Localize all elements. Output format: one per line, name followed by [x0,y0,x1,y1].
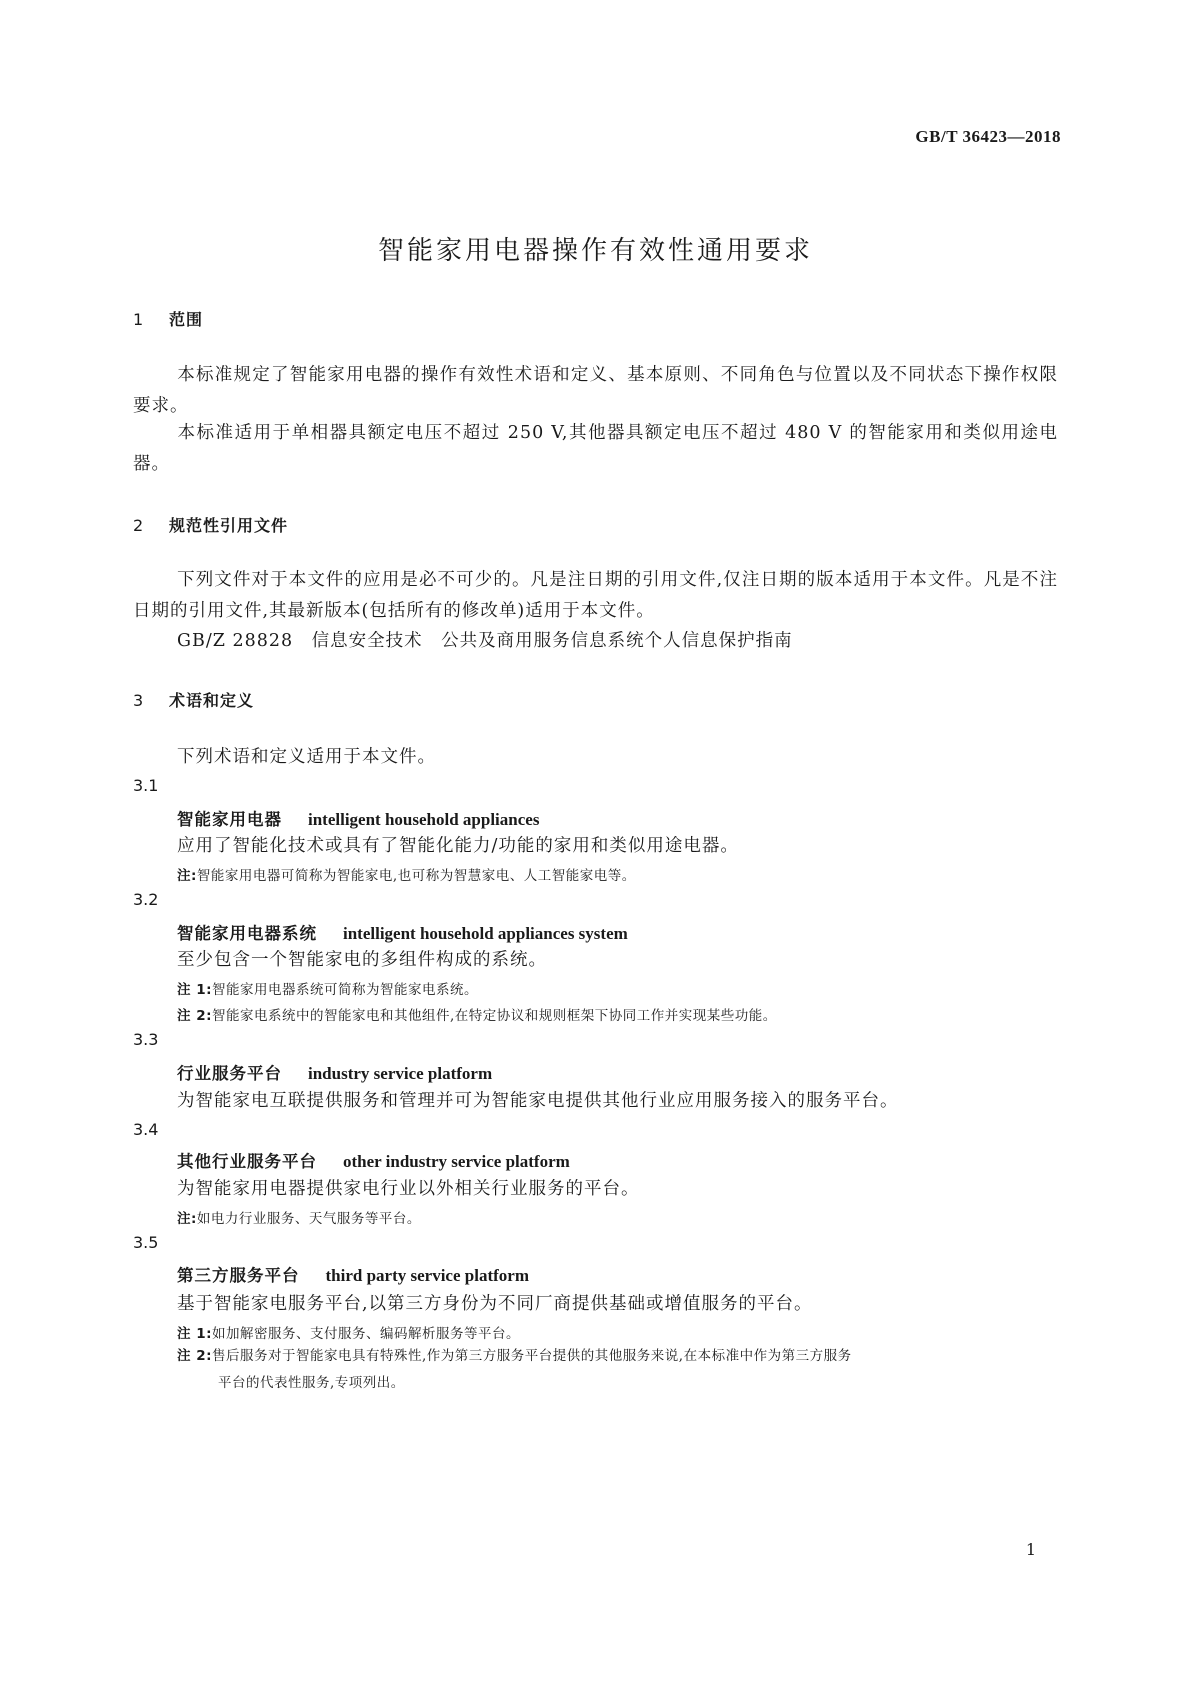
term-note: 注 2:售后服务对于智能家电具有特殊性,作为第三方服务平台提供的其他服务来说,在本标准中作为第三方服务 平台的代表性服务,专项列出。 [177,1348,852,1391]
document-title: 智能家用电器操作有效性通用要求 [377,236,813,266]
section-1-heading [133,307,203,330]
term-heading [177,1060,492,1084]
page-number: 1 [1025,1540,1036,1559]
term-zh: 其他行业服务平台 [177,1152,317,1171]
section-number: 1 [133,310,145,329]
term-zh: 第三方服务平台 [177,1266,300,1285]
term-note: 注:如电力行业服务、天气服务等平台。 [177,1211,421,1227]
term-en: industry service platform [308,1064,493,1083]
term-number: 3.1 [133,776,159,795]
term-en: third party service platform [325,1266,529,1285]
section-3-heading [133,688,254,711]
section-title: 范围 [169,310,204,329]
section-1-paragraph-2: 本标准适用于单相器具额定电压不超过 250 V,其他器具额定电压不超过 480 V 的智能家用和类似用途电器。 [133,423,1058,474]
section-title: 规范性引用文件 [169,516,289,535]
section-2-heading [133,513,288,536]
term-zh: 行业服务平台 [177,1064,282,1083]
section-3-intro: 下列术语和定义适用于本文件。 [177,747,436,767]
term-number: 3.3 [133,1030,159,1049]
term-definition: 至少包含一个智能家电的多组件构成的系统。 [177,950,547,970]
section-2-paragraph: 下列文件对于本文件的应用是必不可少的。凡是注日期的引用文件,仅注日期的版本适用于本文件。凡是不注日期的引用文件,其最新版本(包括所有的修改单)适用于本文件。 [133,570,1058,621]
term-note: 注 1:智能家用电器系统可简称为智能家电系统。 [177,982,478,998]
term-definition: 应用了智能化技术或具有了智能化能力/功能的家用和类似用途电器。 [177,836,739,856]
term-note: 注:智能家用电器可简称为智能家电,也可称为智慧家电、人工智能家电等。 [177,868,636,884]
term-en: other industry service platform [343,1152,570,1171]
term-number: 3.4 [133,1120,159,1139]
section-1-paragraph-1: 本标准规定了智能家用电器的操作有效性术语和定义、基本原则、不同角色与位置以及不同状态下操作权限要求。 [133,365,1058,416]
normative-reference: GB/Z 28828 信息安全技术 公共及商用服务信息系统个人信息保护指南 [177,631,793,651]
term-heading [177,806,539,830]
term-note: 注 2:智能家电系统中的智能家电和其他组件,在特定协议和规则框架下协同工作并实现某些功能。 [177,1008,777,1024]
section-number: 3 [133,691,145,710]
term-number: 3.2 [133,890,159,909]
term-definition: 为智能家电互联提供服务和管理并可为智能家电提供其他行业应用服务接入的服务平台。 [177,1091,899,1111]
term-heading [177,920,628,944]
term-definition: 基于智能家电服务平台,以第三方身份为不同厂商提供基础或增值服务的平台。 [177,1294,813,1314]
section-number: 2 [133,516,145,535]
term-note: 注 1:如加解密服务、支付服务、编码解析服务等平台。 [177,1326,520,1342]
term-zh: 智能家用电器 [177,810,282,829]
term-en: intelligent household appliances system [343,924,628,943]
term-definition: 为智能家用电器提供家电行业以外相关行业服务的平台。 [177,1179,640,1199]
term-number: 3.5 [133,1233,159,1252]
standard-code: GB/T 36423—2018 [915,127,1061,146]
section-title: 术语和定义 [169,691,255,710]
term-heading [177,1262,529,1286]
term-heading [177,1148,570,1172]
term-zh: 智能家用电器系统 [177,924,317,943]
term-en: intelligent household appliances [308,810,540,829]
